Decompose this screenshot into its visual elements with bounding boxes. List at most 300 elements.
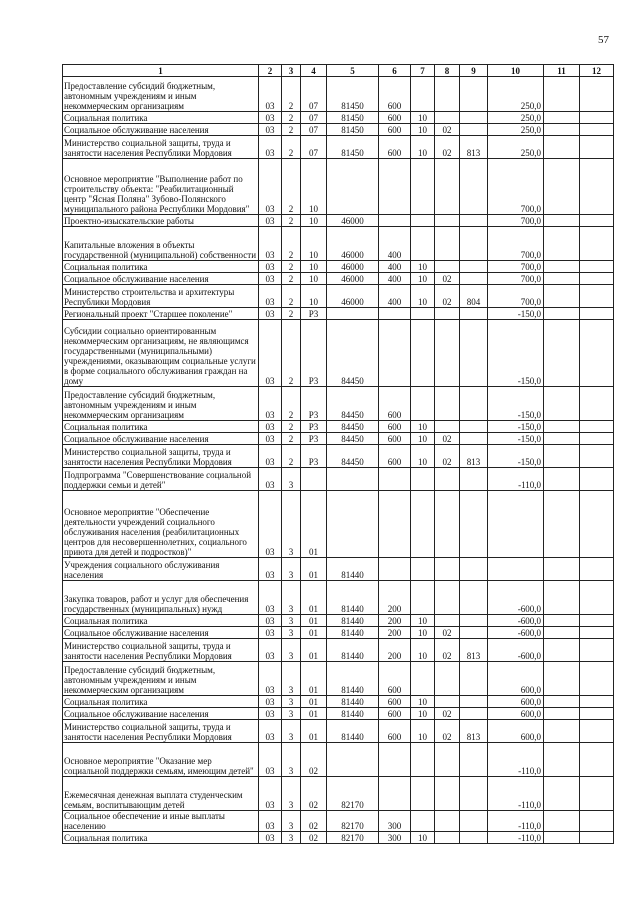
- cell-col-8: [435, 811, 460, 832]
- column-header: 9: [460, 65, 488, 77]
- cell-col-7: [411, 491, 435, 558]
- cell-col-3: 2: [282, 124, 301, 136]
- cell-col-5: 46000: [327, 273, 379, 285]
- cell-col-7: [411, 811, 435, 832]
- cell-col-8: [435, 215, 460, 227]
- cell-col-12: [580, 261, 614, 273]
- cell-col-6: [379, 491, 411, 558]
- cell-col-3: 2: [282, 433, 301, 445]
- cell-col-5: 84450: [327, 445, 379, 468]
- cell-col-6: 200: [379, 581, 411, 615]
- cell-col-11: [544, 708, 580, 720]
- cell-col-10: 600,0: [488, 720, 544, 743]
- cell-col-4: 01: [301, 615, 327, 627]
- cell-col-10: -110,0: [488, 811, 544, 832]
- table-row: [63, 215, 614, 227]
- cell-col-5: 81440: [327, 708, 379, 720]
- cell-col-7: 10: [411, 615, 435, 627]
- cell-col-9: [460, 261, 488, 273]
- row-name-cell: Социальная политика: [63, 421, 259, 433]
- cell-col-10: -600,0: [488, 627, 544, 639]
- cell-col-3: 2: [282, 77, 301, 112]
- row-name-cell: Ежемесячная денежная выплата студенческим семьям, воспитывающим детей: [63, 777, 259, 811]
- cell-col-8: [435, 227, 460, 261]
- cell-col-12: [580, 433, 614, 445]
- cell-col-11: [544, 285, 580, 308]
- table-row: [63, 558, 614, 581]
- cell-col-9: [460, 112, 488, 124]
- cell-col-4: 02: [301, 777, 327, 811]
- cell-col-8: [435, 261, 460, 273]
- table-row: [63, 720, 614, 743]
- table-row: [63, 743, 614, 777]
- cell-col-2: 03: [259, 615, 282, 627]
- cell-col-2: 03: [259, 112, 282, 124]
- cell-col-2: 03: [259, 627, 282, 639]
- cell-col-10: 700,0: [488, 159, 544, 215]
- cell-col-11: [544, 445, 580, 468]
- table-row: [63, 696, 614, 708]
- cell-col-7: [411, 387, 435, 421]
- cell-col-7: [411, 308, 435, 320]
- row-name-cell: Социальная политика: [63, 112, 259, 124]
- cell-col-6: 600: [379, 696, 411, 708]
- cell-col-12: [580, 720, 614, 743]
- cell-col-8: [435, 308, 460, 320]
- cell-col-6: 300: [379, 811, 411, 832]
- cell-col-3: 2: [282, 215, 301, 227]
- cell-col-2: 03: [259, 124, 282, 136]
- cell-col-7: 10: [411, 273, 435, 285]
- budget-table: [62, 64, 614, 844]
- cell-col-12: [580, 639, 614, 662]
- row-name-cell: Предоставление субсидий бюджетным, автономным учреждениям и иным некоммерческим организациям: [63, 387, 259, 421]
- cell-col-11: [544, 696, 580, 708]
- cell-col-2: 03: [259, 308, 282, 320]
- cell-col-10: 700,0: [488, 285, 544, 308]
- table-row: [63, 777, 614, 811]
- cell-col-7: 10: [411, 136, 435, 159]
- row-name-cell: Социальная политика: [63, 261, 259, 273]
- cell-col-10: 600,0: [488, 662, 544, 696]
- cell-col-9: [460, 491, 488, 558]
- cell-col-9: [460, 468, 488, 491]
- cell-col-10: 700,0: [488, 273, 544, 285]
- cell-col-3: 3: [282, 832, 301, 844]
- cell-col-7: [411, 777, 435, 811]
- cell-col-9: [460, 696, 488, 708]
- cell-col-5: 46000: [327, 285, 379, 308]
- cell-col-6: 600: [379, 433, 411, 445]
- cell-col-10: -150,0: [488, 421, 544, 433]
- cell-col-12: [580, 743, 614, 777]
- cell-col-2: 03: [259, 468, 282, 491]
- cell-col-9: [460, 421, 488, 433]
- cell-col-12: [580, 308, 614, 320]
- cell-col-3: 2: [282, 320, 301, 387]
- cell-col-2: 03: [259, 720, 282, 743]
- cell-col-2: 03: [259, 273, 282, 285]
- cell-col-4: 01: [301, 720, 327, 743]
- cell-col-9: 813: [460, 445, 488, 468]
- cell-col-4: 01: [301, 662, 327, 696]
- cell-col-6: 200: [379, 615, 411, 627]
- table-row: [63, 77, 614, 112]
- table-row: [63, 285, 614, 308]
- cell-col-10: 700,0: [488, 227, 544, 261]
- table-row: [63, 227, 614, 261]
- row-name-cell: Региональный проект "Старшее поколение": [63, 308, 259, 320]
- cell-col-5: 46000: [327, 227, 379, 261]
- cell-col-3: 2: [282, 159, 301, 215]
- cell-col-2: 03: [259, 708, 282, 720]
- table-row: [63, 708, 614, 720]
- cell-col-2: 03: [259, 445, 282, 468]
- table-row: [63, 433, 614, 445]
- cell-col-6: 600: [379, 387, 411, 421]
- cell-col-6: [379, 159, 411, 215]
- cell-col-11: [544, 581, 580, 615]
- cell-col-8: [435, 387, 460, 421]
- cell-col-10: 250,0: [488, 136, 544, 159]
- cell-col-7: 10: [411, 433, 435, 445]
- cell-col-2: 03: [259, 558, 282, 581]
- table-row: [63, 320, 614, 387]
- cell-col-3: 3: [282, 720, 301, 743]
- cell-col-6: [379, 777, 411, 811]
- cell-col-4: 10: [301, 215, 327, 227]
- table-row: [63, 832, 614, 844]
- column-header: 4: [301, 65, 327, 77]
- row-name-cell: Подпрограмма "Совершенствование социальной поддержки семьи и детей": [63, 468, 259, 491]
- cell-col-6: 200: [379, 639, 411, 662]
- cell-col-8: [435, 159, 460, 215]
- row-name-cell: Основное мероприятие "Выполнение работ по строительству объекта: "Реабилитационный центр "Ясная Поляна" Зубово-Полянского муниципального района Республики Мордовия": [63, 159, 259, 215]
- cell-col-2: 03: [259, 743, 282, 777]
- cell-col-6: [379, 308, 411, 320]
- cell-col-3: 3: [282, 811, 301, 832]
- cell-col-10: -110,0: [488, 777, 544, 811]
- cell-col-2: 03: [259, 662, 282, 696]
- cell-col-4: 10: [301, 159, 327, 215]
- cell-col-6: [379, 558, 411, 581]
- cell-col-12: [580, 387, 614, 421]
- cell-col-9: [460, 159, 488, 215]
- cell-col-12: [580, 832, 614, 844]
- cell-col-8: 02: [435, 285, 460, 308]
- cell-col-2: 03: [259, 227, 282, 261]
- table-row: [63, 112, 614, 124]
- cell-col-2: 03: [259, 387, 282, 421]
- cell-col-3: 3: [282, 708, 301, 720]
- cell-col-5: 81450: [327, 112, 379, 124]
- cell-col-11: [544, 136, 580, 159]
- column-header: 12: [580, 65, 614, 77]
- cell-col-5: 81440: [327, 581, 379, 615]
- table-row: [63, 261, 614, 273]
- cell-col-10: 600,0: [488, 708, 544, 720]
- cell-col-6: 300: [379, 832, 411, 844]
- cell-col-2: 03: [259, 215, 282, 227]
- cell-col-2: 03: [259, 77, 282, 112]
- row-name-cell: Министерство строительства и архитектуры Республики Мордовия: [63, 285, 259, 308]
- cell-col-7: [411, 227, 435, 261]
- cell-col-11: [544, 215, 580, 227]
- cell-col-6: 400: [379, 285, 411, 308]
- row-name-cell: Социальное обслуживание населения: [63, 708, 259, 720]
- cell-col-10: -150,0: [488, 433, 544, 445]
- row-name-cell: Закупка товаров, работ и услуг для обеспечения государственных (муниципальных) нужд: [63, 581, 259, 615]
- cell-col-2: 03: [259, 639, 282, 662]
- cell-col-4: 10: [301, 273, 327, 285]
- cell-col-8: [435, 662, 460, 696]
- table-row: [63, 639, 614, 662]
- cell-col-12: [580, 468, 614, 491]
- cell-col-6: 600: [379, 136, 411, 159]
- cell-col-6: 400: [379, 227, 411, 261]
- table-row: [63, 468, 614, 491]
- table-row: [63, 627, 614, 639]
- cell-col-5: 84450: [327, 433, 379, 445]
- cell-col-2: 03: [259, 696, 282, 708]
- cell-col-9: [460, 811, 488, 832]
- row-name-cell: Основное мероприятие "Оказание мер социальной поддержки семьям, имеющим детей": [63, 743, 259, 777]
- cell-col-4: 07: [301, 77, 327, 112]
- cell-col-9: [460, 743, 488, 777]
- cell-col-10: -600,0: [488, 615, 544, 627]
- cell-col-4: 10: [301, 261, 327, 273]
- cell-col-10: [488, 491, 544, 558]
- cell-col-11: [544, 468, 580, 491]
- column-header: 6: [379, 65, 411, 77]
- column-header: 7: [411, 65, 435, 77]
- cell-col-8: [435, 832, 460, 844]
- cell-col-3: 3: [282, 743, 301, 777]
- cell-col-10: -150,0: [488, 320, 544, 387]
- cell-col-3: 2: [282, 261, 301, 273]
- cell-col-9: [460, 627, 488, 639]
- row-name-cell: Капитальные вложения в объекты государственной (муниципальной) собственности: [63, 227, 259, 261]
- cell-col-3: 3: [282, 581, 301, 615]
- cell-col-3: 3: [282, 627, 301, 639]
- cell-col-4: P3: [301, 445, 327, 468]
- cell-col-4: 10: [301, 285, 327, 308]
- cell-col-7: [411, 215, 435, 227]
- cell-col-10: 600,0: [488, 696, 544, 708]
- cell-col-9: 813: [460, 639, 488, 662]
- cell-col-12: [580, 445, 614, 468]
- table-row: [63, 615, 614, 627]
- cell-col-3: 3: [282, 491, 301, 558]
- cell-col-11: [544, 832, 580, 844]
- cell-col-9: [460, 615, 488, 627]
- cell-col-4: 01: [301, 558, 327, 581]
- cell-col-11: [544, 811, 580, 832]
- cell-col-7: 10: [411, 720, 435, 743]
- cell-col-3: 3: [282, 615, 301, 627]
- column-header: 11: [544, 65, 580, 77]
- cell-col-5: 84450: [327, 387, 379, 421]
- cell-col-4: P3: [301, 433, 327, 445]
- cell-col-9: [460, 308, 488, 320]
- cell-col-4: 01: [301, 491, 327, 558]
- cell-col-11: [544, 433, 580, 445]
- cell-col-11: [544, 662, 580, 696]
- cell-col-11: [544, 421, 580, 433]
- cell-col-4: 10: [301, 227, 327, 261]
- cell-col-3: 2: [282, 136, 301, 159]
- cell-col-11: [544, 777, 580, 811]
- row-name-cell: Социальная политика: [63, 832, 259, 844]
- cell-col-11: [544, 743, 580, 777]
- column-header: 8: [435, 65, 460, 77]
- cell-col-5: 81450: [327, 136, 379, 159]
- cell-col-5: 84450: [327, 320, 379, 387]
- row-name-cell: Министерство социальной защиты, труда и занятости населения Республики Мордовия: [63, 136, 259, 159]
- cell-col-7: 10: [411, 696, 435, 708]
- cell-col-12: [580, 627, 614, 639]
- cell-col-4: P3: [301, 320, 327, 387]
- table-row: [63, 387, 614, 421]
- cell-col-2: 03: [259, 777, 282, 811]
- row-name-cell: Предоставление субсидий бюджетным, автономным учреждениям и иным некоммерческим организациям: [63, 77, 259, 112]
- cell-col-12: [580, 696, 614, 708]
- cell-col-4: [301, 468, 327, 491]
- cell-col-11: [544, 124, 580, 136]
- cell-col-5: 81440: [327, 627, 379, 639]
- cell-col-2: 03: [259, 433, 282, 445]
- cell-col-3: 2: [282, 227, 301, 261]
- cell-col-11: [544, 159, 580, 215]
- cell-col-12: [580, 320, 614, 387]
- cell-col-6: [379, 215, 411, 227]
- cell-col-7: [411, 77, 435, 112]
- cell-col-10: -150,0: [488, 445, 544, 468]
- cell-col-11: [544, 261, 580, 273]
- cell-col-8: 02: [435, 273, 460, 285]
- table-row: [63, 491, 614, 558]
- cell-col-3: 2: [282, 112, 301, 124]
- row-name-cell: Социальное обслуживание населения: [63, 433, 259, 445]
- row-name-cell: Учреждения социального обслуживания населения: [63, 558, 259, 581]
- column-header: 1: [63, 65, 259, 77]
- table-row: [63, 136, 614, 159]
- page-number: 57: [598, 34, 609, 46]
- cell-col-5: 81450: [327, 124, 379, 136]
- cell-col-7: 10: [411, 832, 435, 844]
- cell-col-9: [460, 77, 488, 112]
- row-name-cell: Социальная политика: [63, 615, 259, 627]
- cell-col-10: [488, 558, 544, 581]
- cell-col-8: [435, 421, 460, 433]
- cell-col-5: 84450: [327, 421, 379, 433]
- table-row: [63, 581, 614, 615]
- cell-col-2: 03: [259, 136, 282, 159]
- cell-col-4: P3: [301, 308, 327, 320]
- cell-col-5: [327, 308, 379, 320]
- cell-col-8: 02: [435, 639, 460, 662]
- cell-col-9: [460, 662, 488, 696]
- cell-col-8: [435, 743, 460, 777]
- table-row: [63, 124, 614, 136]
- cell-col-9: [460, 558, 488, 581]
- cell-col-9: [460, 124, 488, 136]
- cell-col-10: -110,0: [488, 743, 544, 777]
- cell-col-12: [580, 662, 614, 696]
- cell-col-10: -600,0: [488, 639, 544, 662]
- cell-col-5: [327, 491, 379, 558]
- cell-col-9: [460, 273, 488, 285]
- cell-col-6: 600: [379, 77, 411, 112]
- cell-col-6: 600: [379, 112, 411, 124]
- cell-col-7: 10: [411, 285, 435, 308]
- cell-col-7: 10: [411, 639, 435, 662]
- cell-col-7: 10: [411, 627, 435, 639]
- row-name-cell: Министерство социальной защиты, труда и занятости населения Республики Мордовия: [63, 445, 259, 468]
- cell-col-7: [411, 320, 435, 387]
- cell-col-2: 03: [259, 581, 282, 615]
- cell-col-10: -600,0: [488, 581, 544, 615]
- cell-col-4: 01: [301, 627, 327, 639]
- cell-col-5: 82170: [327, 832, 379, 844]
- column-header: 10: [488, 65, 544, 77]
- cell-col-12: [580, 491, 614, 558]
- cell-col-7: 10: [411, 445, 435, 468]
- cell-col-8: 02: [435, 720, 460, 743]
- cell-col-11: [544, 227, 580, 261]
- cell-col-8: [435, 581, 460, 615]
- cell-col-11: [544, 627, 580, 639]
- table-row: [63, 811, 614, 832]
- cell-col-5: [327, 159, 379, 215]
- cell-col-9: [460, 832, 488, 844]
- cell-col-2: 03: [259, 261, 282, 273]
- row-name-cell: Субсидии социально ориентированным некоммерческим организациям, не являющимся государственными (муниципальными) учреждениями, оказывающим социальные услуги в форме социального обслуживания граждан на дому: [63, 320, 259, 387]
- row-name-cell: Министерство социальной защиты, труда и занятости населения Республики Мордовия: [63, 639, 259, 662]
- cell-col-2: 03: [259, 285, 282, 308]
- table-row: [63, 421, 614, 433]
- row-name-cell: Социальная политика: [63, 696, 259, 708]
- cell-col-5: 46000: [327, 215, 379, 227]
- cell-col-12: [580, 581, 614, 615]
- cell-col-5: 81440: [327, 720, 379, 743]
- cell-col-6: 600: [379, 708, 411, 720]
- row-name-cell: Социальное обеспечение и иные выплаты населению: [63, 811, 259, 832]
- cell-col-12: [580, 421, 614, 433]
- cell-col-11: [544, 491, 580, 558]
- cell-col-9: [460, 227, 488, 261]
- cell-col-6: 600: [379, 421, 411, 433]
- cell-col-10: -110,0: [488, 468, 544, 491]
- cell-col-8: 02: [435, 136, 460, 159]
- cell-col-9: [460, 215, 488, 227]
- cell-col-5: 81450: [327, 77, 379, 112]
- cell-col-11: [544, 387, 580, 421]
- row-name-cell: Социальное обслуживание населения: [63, 273, 259, 285]
- cell-col-10: 250,0: [488, 124, 544, 136]
- cell-col-5: [327, 743, 379, 777]
- cell-col-8: 02: [435, 445, 460, 468]
- cell-col-8: [435, 615, 460, 627]
- table-row: [63, 662, 614, 696]
- cell-col-3: 2: [282, 421, 301, 433]
- column-header: 3: [282, 65, 301, 77]
- cell-col-2: 03: [259, 491, 282, 558]
- cell-col-8: [435, 491, 460, 558]
- cell-col-7: 10: [411, 261, 435, 273]
- row-name-cell: Основное мероприятие "Обеспечение деятельности учреждений социального обслуживания населения (реабилитационных центров для несовершеннолетних, социального приюта для детей и подростков)": [63, 491, 259, 558]
- cell-col-6: 600: [379, 720, 411, 743]
